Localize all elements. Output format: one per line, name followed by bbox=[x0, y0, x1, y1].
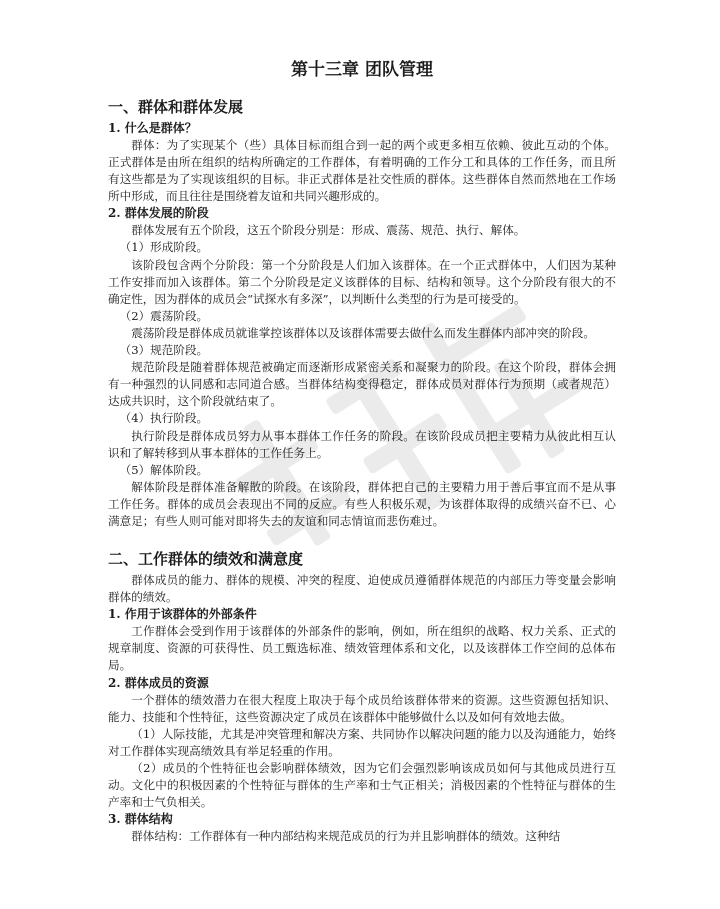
stage-2-text: 震荡阶段是群体成员就谁掌控该群体以及该群体需要去做什么而发生群体内部冲突的阶段。 bbox=[131, 325, 595, 340]
stage-4-text: 执行阶段是群体成员努力从事本群体工作任务的阶段。在该阶段成员把主要精力从彼此相互认识和了解转移到从事本群体的工作任务上。 bbox=[108, 428, 616, 460]
stage-1-text: 该阶段包含两个分阶段：第一个分阶段是人们加入该群体。在一个正式群体中，人们因为某种工作安排而加入该群体。第二个分阶段是定义该群体的目标、结构和领导。这个分阶段有很大的不确定性，因为群体的成员会“试探水有多深”，以判断什么类型的行为是可接受的。 bbox=[108, 257, 616, 306]
section-1-1-paragraph: 群体：为了实现某个（些）具体目标而组合到一起的两个或更多相互依赖、彼此互动的个体。正式群体是由所在组织的结构所确定的工作群体，有着明确的工作分工和具体的工作任务，而且所有这些都是为了实现该组织的目标。非正式群体是社交性质的群体。这些群体自然而然地在工作场所中形成，而且往往是围绕着友谊和共同兴趣形成的。 bbox=[108, 138, 616, 204]
section-1-1-heading: 1. 什么是群体？ bbox=[108, 121, 197, 135]
section-2-3-heading: 3. 群体结构 bbox=[108, 812, 173, 827]
section-2-2-paragraph-3: （2）成员的个性特征也会影响群体绩效，因为它们会强烈影响该成员如何与其他成员进行互动。文化中的积极因素的个性特征与群体的生产率和士气正相关；消极因素的个性特征与群体的生产率和士气负相关。 bbox=[108, 760, 616, 810]
stage-3-text: 规范阶段是随着群体规范被确定而逐渐形成紧密关系和凝聚力的阶段。在这个阶段，群体会拥有一种强烈的认同感和志同道合感。当群体结构变得稳定，群体成员对群体行为预期（或者规范）达成共识时，这个阶段就结束了。 bbox=[108, 360, 616, 409]
stage-3-label: （3）规范阶段。 bbox=[119, 343, 209, 358]
stage-5-label: （5）解体阶段。 bbox=[119, 462, 209, 477]
section-1-heading: 一、群体和群体发展 bbox=[108, 98, 244, 116]
section-2-heading: 二、工作群体的绩效和满意度 bbox=[108, 550, 304, 569]
stage-1-label: （1）形成阶段。 bbox=[119, 240, 209, 255]
section-2-1-paragraph: 工作群体会受到作用于该群体的外部条件的影响，例如，所在组织的战略、权力关系、正式的规章制度、资源的可获得性、员工甄选标准、绩效管理体系和文化，以及该群体工作空间的总体布局。 bbox=[108, 624, 616, 673]
section-2-2-heading: 2. 群体成员的资源 bbox=[108, 675, 209, 690]
section-1-2-heading: 2. 群体发展的阶段 bbox=[108, 206, 209, 221]
section-2-2-paragraph-1: 一个群体的绩效潜力在很大程度上取决于每个成员给该群体带来的资源。这些资源包括知识、能力、技能和个性特征，这些资源决定了成员在该群体中能够做什么以及如何有效地去做。 bbox=[108, 692, 616, 724]
document-content bbox=[108, 58, 616, 845]
stage-2-label: （2）震荡阶段。 bbox=[119, 308, 209, 323]
chapter-title: 第十三章 团队管理 bbox=[291, 60, 433, 80]
section-2-1-heading: 1. 作用于该群体的外部条件 bbox=[108, 607, 257, 622]
stage-4-label: （4）执行阶段。 bbox=[119, 411, 209, 426]
section-2-2-paragraph-2: （1）人际技能，尤其是冲突管理和解决方案、共同协作以解决问题的能力以及沟通能力，始终对工作群体实现高绩效具有举足轻重的作用。 bbox=[108, 726, 616, 758]
section-2-3-paragraph: 群体结构：工作群体有一种内部结构来规范成员的行为并且影响群体的绩效。这种结 bbox=[131, 829, 561, 844]
stage-5-text: 解体阶段是群体准备解散的阶段。在该阶段，群体把自己的主要精力用于善后事宜而不是从事工作任务。群体的成员会表现出不同的反应。有些人积极乐观，为该群体取得的成绩兴奋不已、心满意足；有些人则可能对即将失去的友谊和同志情谊而悲伤难过。 bbox=[108, 479, 616, 528]
section-1-2-intro: 群体发展有五个阶段，这五个阶段分别是：形成、震荡、规范、执行、解体。 bbox=[131, 223, 526, 238]
section-2-intro: 群体成员的能力、群体的规模、冲突的程度、迫使成员遵循群体规范的内部压力等变量会影响群体的绩效。 bbox=[108, 573, 616, 605]
